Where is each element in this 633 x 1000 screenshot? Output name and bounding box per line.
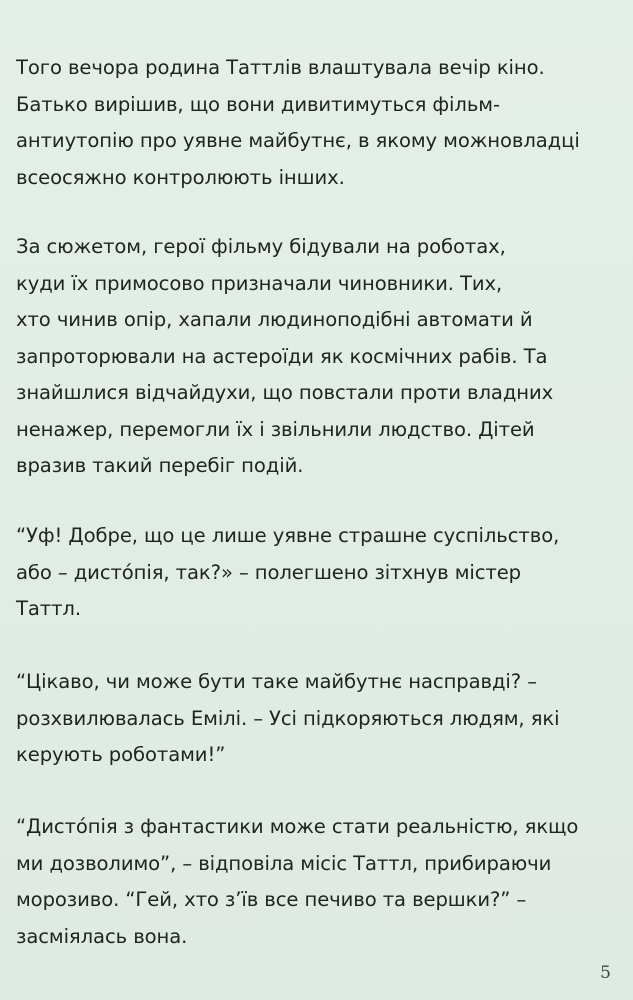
text-line: вразив такий перебіг подій. <box>16 454 304 477</box>
text-line: За сюжетом, герої фільму бідували на роботах, <box>16 235 506 258</box>
page-number: 5 <box>600 963 611 983</box>
text-line: розхвилювалась Емілі. – Усі підкоряються людям, які <box>16 706 560 730</box>
text-line: антиутопію про уявне майбутнє, в якому можновладці <box>16 129 580 152</box>
paragraph-emily <box>16 664 616 774</box>
text-line: “Уф! Добре, що це лише уявне страшне суспільство, <box>16 524 560 547</box>
text-line: запроторювали на астероїди як космічних рабів. Та <box>16 344 548 368</box>
text-line: хто чинив опір, хапали людиноподібні автомати й <box>16 308 533 331</box>
text-line: куди їх примосово призначали чиновники. Тих, <box>16 271 503 295</box>
text-line: керують роботами!” <box>16 743 226 766</box>
text-line: Батько вирішив, що вони дивитимуться фільм- <box>16 92 500 116</box>
paragraph-plot <box>16 229 616 485</box>
text-line: “Цікаво, чи може бути таке майбутнє насправді? – <box>16 670 537 693</box>
text-line: ненажер, перемогли їх і звільнили людство. Дітей <box>16 417 535 441</box>
text-line: засміялась вона. <box>16 924 188 948</box>
text-line: Таттл. <box>16 597 81 620</box>
text-line: або – дистóпія, так?» – полегшено зітхнув містер <box>16 560 522 584</box>
paragraph-movie-night <box>16 50 616 196</box>
text-line: Того вечора родина Таттлів влаштувала вечір кіно. <box>16 56 545 79</box>
paragraph-mr-tattle <box>16 518 616 628</box>
text-line: “Дистóпія з фантастики може стати реальністю, якщо <box>16 815 579 838</box>
paragraph-mrs-tattle <box>16 809 616 955</box>
text-line: морозиво. “Гей, хто з’їв все печиво та вершки?” – <box>16 888 527 911</box>
text-line: знайшлися відчайдухи, що повстали проти владних <box>16 381 554 404</box>
text-line: ми дозволимо”, – відповіла місіс Таттл, прибираючи <box>16 851 552 875</box>
text-line: всеосяжно контролюють інших. <box>16 165 345 189</box>
